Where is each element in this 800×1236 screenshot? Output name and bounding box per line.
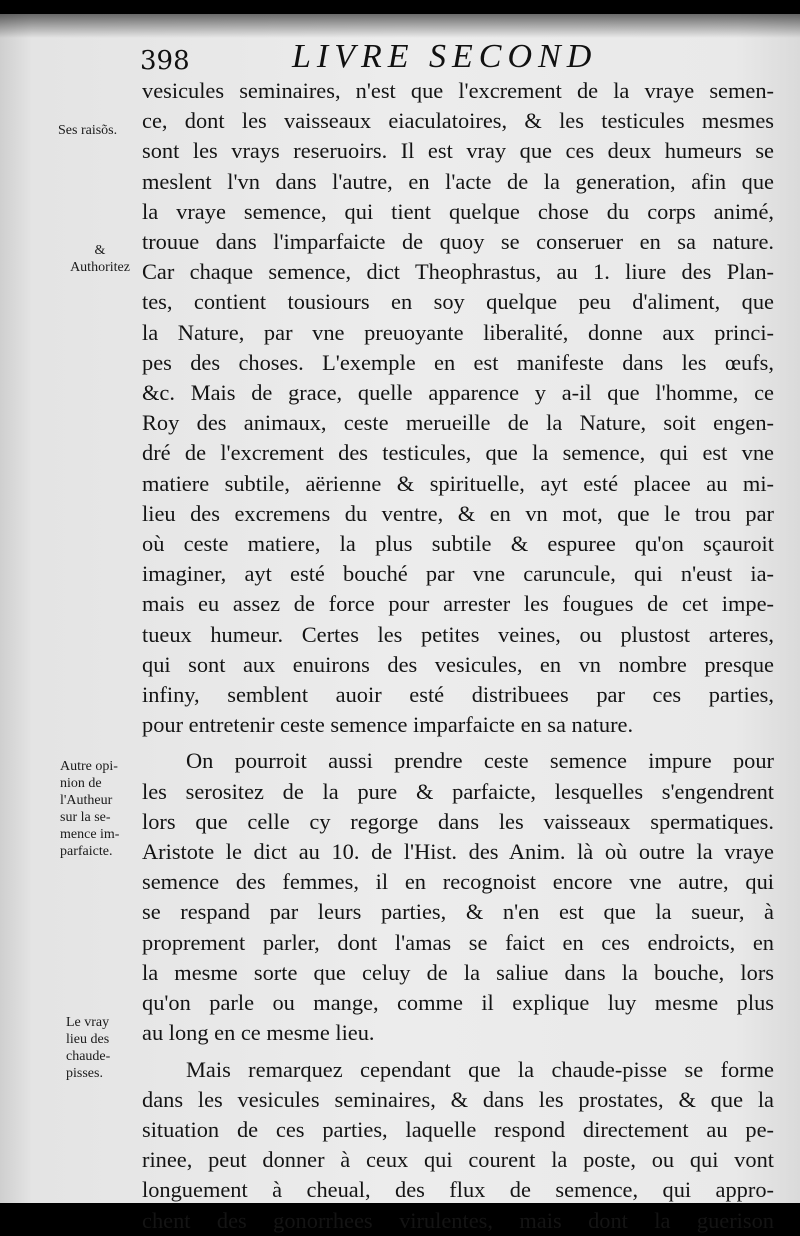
text-line: semence des femmes, il en recognoist encore vne autre, qui: [142, 869, 774, 895]
marginal-line: Autre opi-: [60, 759, 118, 774]
text-line: Mais remarquez cependant que la chaude-pisse se forme: [186, 1056, 774, 1082]
text-line: la Nature, par vne preuoyante liberalité, donne aux princi-: [142, 319, 774, 345]
marginal-line: parfaicte.: [60, 844, 113, 859]
text-line: tes, contient tousiours en soy quelque peu d'aliment, que: [142, 289, 774, 315]
text-line: mais eu assez de force pour arrester les fougues de cet impe-: [142, 591, 774, 617]
text-line: situation de ces parties, laquelle respond directement au pe-: [142, 1116, 774, 1142]
text-line: la vraye semence, qui tient quelque chose du corps animé,: [142, 198, 774, 224]
page-number: 398: [140, 46, 190, 76]
text-line: qu'on parle ou mange, comme il explique luy mesme plus: [142, 990, 774, 1016]
text-line: dré de l'excrement des testicules, que la semence, qui est vne: [142, 440, 774, 466]
text-line: matiere subtile, aërienne & spirituelle, ayt esté placee au mi-: [142, 470, 774, 496]
text-line: se respand par leurs parties, & n'en est que la sueur, à: [142, 899, 774, 925]
marginal-note-true-place: [66, 1014, 150, 1082]
marginal-line: sur la se-: [60, 810, 111, 825]
text-line: pes des choses. L'exemple en est manifeste dans les œufs,: [142, 349, 774, 375]
text-line: ce, dont les vaisseaux eiaculatoires, & les testicules mesmes: [142, 108, 774, 134]
text-line: infiny, semblent auoir esté distribuees par ces parties,: [142, 682, 774, 708]
text-line: lieu des excremens du ventre, & en vn mot, que le trou par: [142, 500, 774, 526]
marginal-line: lieu des: [66, 1032, 110, 1047]
text-line: proprement parler, dont l'amas se faict en ces endroicts, en: [142, 929, 774, 955]
text-line: imaginer, ayt esté bouché par vne caruncule, qui n'eust ia-: [142, 561, 774, 587]
text-line: dans les vesicules seminaires, & dans les prostates, & que la: [142, 1086, 774, 1112]
page-header: [140, 32, 780, 82]
marginal-line: mence im-: [60, 827, 120, 842]
text-line: pour entretenir ceste semence imparfaicte en sa nature.: [142, 712, 634, 738]
marginal-line: Ses raisõs.: [58, 123, 118, 138]
text-line: qui sont aux enuirons des vesicules, en vn nombre presque: [142, 651, 774, 677]
text-line: sont les vrays reseruoirs. Il est vray que ces deux humeurs se: [142, 138, 774, 164]
marginal-note-authorities: [58, 242, 142, 276]
marginal-line: chaude-: [66, 1049, 111, 1064]
text-line: rinee, peut donner à ceux qui courent la poste, ou qui vont: [142, 1147, 774, 1173]
text-line: chent des gonorrhees virulentes, mais dont la guerison: [142, 1207, 774, 1233]
text-line: meslent l'vn dans l'autre, en l'acte de la generation, afin que: [142, 168, 774, 194]
marginal-line: l'Autheur: [60, 793, 113, 808]
running-head: LIVRE SECOND: [292, 38, 598, 75]
marginal-line: &: [94, 243, 106, 258]
marginal-note-reasons: [58, 122, 142, 139]
text-line: Aristote le dict au 10. de l'Hist. des Anim. là où outre la vraye: [142, 839, 774, 865]
body-text: [142, 76, 774, 1236]
text-line: trouue dans l'imparfaicte de quoy se conseruer en sa nature.: [142, 229, 774, 255]
text-line: longuement à cheual, des flux de semence, qui appro-: [142, 1177, 774, 1203]
marginal-line: pisses.: [66, 1066, 103, 1081]
text-line: la mesme sorte que celuy de la saliue dans la bouche, lors: [142, 959, 774, 985]
text-line: les serositez de la pure & parfaicte, lesquelles s'engendrent: [142, 778, 774, 804]
text-line: &c. Mais de grace, quelle apparence y a-il que l'homme, ce: [142, 380, 774, 406]
marginal-note-author-opinion: [60, 758, 144, 860]
text-line: tueux humeur. Certes les petites veines, ou plustost arteres,: [142, 621, 774, 647]
text-line: lors que celle cy regorge dans les vaisseaux spermatiques.: [142, 808, 774, 834]
text-line: Car chaque semence, dict Theophrastus, au 1. liure des Plan-: [142, 259, 774, 285]
text-line: Roy des animaux, ceste merueille de la Nature, soit engen-: [142, 410, 774, 436]
text-line: On pourroit aussi prendre ceste semence impure pour: [186, 748, 774, 774]
marginal-line: nion de: [60, 776, 102, 791]
book-page: [0, 14, 800, 1233]
text-line: au long en ce mesme lieu.: [142, 1020, 375, 1046]
marginal-line: Le vray: [66, 1015, 110, 1030]
text-line: vesicules seminaires, n'est que l'excrement de la vraye semen-: [142, 78, 774, 103]
marginal-line: Authoritez: [70, 260, 130, 275]
text-line: où ceste matiere, la plus subtile & espuree qu'on sçauroit: [142, 531, 774, 557]
